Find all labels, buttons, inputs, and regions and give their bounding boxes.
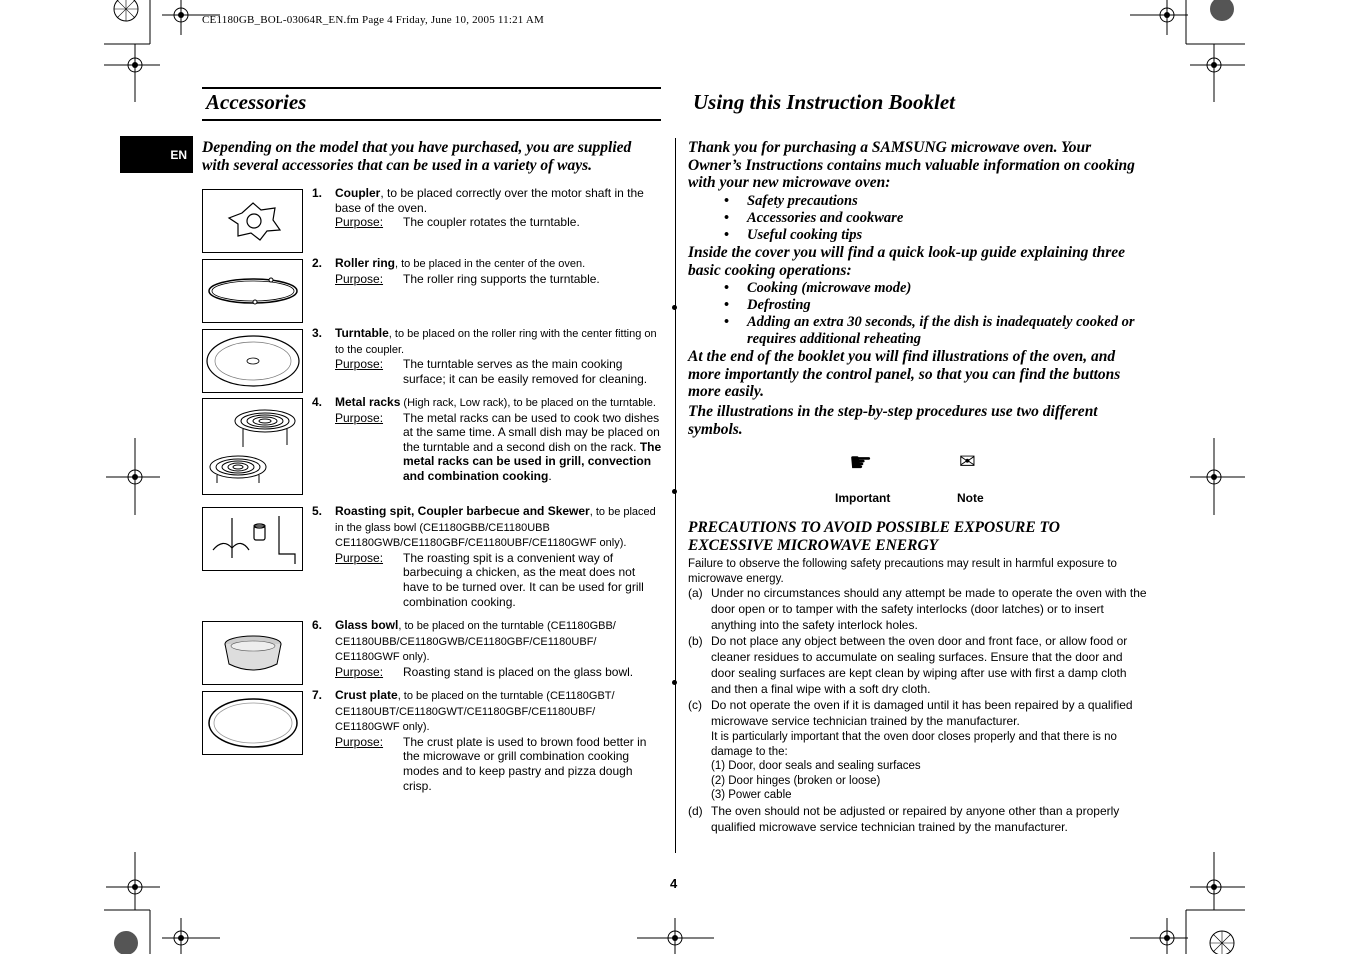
list-item: (1) Door, door seals and sealing surfaces [711,760,921,772]
important-label: Important [835,491,891,505]
precautions-intro: Failure to observe the following safety precautions may result in harmful exposure to microwave energy. [688,558,1117,585]
accessory-item: 7. Crust plate, to be placed on the turntable (CE1180GBT/ CE1180UBT/CE1180GWT/CE1180GBF/CE1180UBF/ CE1180GWF only). Purpose: The crust plate is used to brown food better in the microwave or grill combination cooking modes and to keep pastry and pizza dough crisp. [312,688,647,793]
coupler-image [202,189,303,253]
crust-plate-icon [203,692,302,754]
accessory-item: 3. Turntable, to be placed on the roller ring with the center fitting on to the coupler. Purpose: The turntable serves as the main cooking surface; it can be easily removed for cleaning. [312,326,657,386]
list-item: (3) Power cable [711,789,792,801]
list-item: • Useful cooking tips [724,227,863,243]
list-item: (d) The oven should not be adjusted or repaired by anyone other than a properly qualified microwave service technician trained by the manufacturer. [688,803,1120,834]
page-number: 4 [670,876,678,891]
binding-dot [672,680,677,685]
precautions-list [688,585,1148,835]
list-item: • Safety precautions [724,193,858,209]
title-rule-top [202,87,661,89]
list-item: • Defrosting [724,297,811,313]
accessories-intro: Depending on the model that you have purchased, you are supplied with several accessories that can be used in a variety of ways. [202,139,632,174]
crust-plate-image [202,691,303,755]
pointing-hand-icon: ☛ [849,447,873,477]
roasting-spit-image [202,507,303,571]
title-rule-bottom [202,119,661,121]
metal-racks-icon [203,399,302,494]
list-item: • Cooking (microwave mode) [724,280,912,296]
accessory-item: 2. Roller ring, to be placed in the center of the oven. Purpose: The roller ring supports the turntable. [312,256,600,286]
note-envelope-icon: ✉ [959,451,976,473]
coupler-icon [203,190,302,252]
symbols-paragraph: The illustrations in the step-by-step procedures use two different symbols. [688,403,1098,438]
list-item: • Accessories and cookware [724,210,904,226]
precautions-title: PRECAUTIONS TO AVOID POSSIBLE EXPOSURE TO EXCESSIVE MICROWAVE ENERGY [688,519,1060,554]
list-item: • Adding an extra 30 seconds, if the dish is inadequately cooked or requires additional reheating [724,314,1135,347]
intro-paragraph: Thank you for purchasing a SAMSUNG microwave oven. Your Owner’s Instructions contains much valuable information on cooking with your new microwave oven: [688,139,1135,191]
roller-ring-icon [203,260,302,322]
accessory-item: 5. Roasting spit, Coupler barbecue and Skewer, to be placed in the glass bowl (CE1180GBB/CE1180UBB CE1180GWB/CE1180GBF/CE1180UBF/CE1180GWF only). Purpose: The roasting spit is a convenient way of barbecuing a chicken, as the meat does not have to be turned over. It can be used for grill combination cooking. [312,504,656,609]
booklet-title: Using this Instruction Booklet [693,90,955,114]
binding-dot [672,305,677,310]
list-item: (c) Do not operate the oven if it is damaged until it has been repaired by a qualified microwave service technician trained by the manufacturer. [688,698,1133,728]
metal-racks-image [202,398,303,495]
end-of-booklet-paragraph: At the end of the booklet you will find illustrations of the oven, and more importantly the control panel, so that you can find the buttons more easily. [688,348,1121,400]
glass-bowl-image [202,621,303,685]
bullet-list-1 [724,193,1154,244]
accessory-item: 4. Metal racks (High rack, Low rack), to be placed on the turntable. Purpose: The metal racks can be used to cook two dishes at the same time. A small dish may be placed on the turntable and a second dish on the rack. The metal racks can be used in grill, convection and combination cooking. [312,395,662,483]
roller-ring-image [202,259,303,323]
file-header: CE1180GB_BOL-03064R_EN.fm Page 4 Friday, June 10, 2005 11:21 AM [202,14,544,26]
binding-dot [672,489,677,494]
language-tab: EN [120,136,193,173]
bullet-list-2 [724,280,1154,348]
column-divider [675,138,676,853]
note-label: Note [957,491,984,505]
list-item: (a) Under no circumstances should any attempt be made to operate the oven with the door open or to tamper with the safety interlocks (door latches) or to insert anything into the safety interlock holes. [688,586,1147,632]
precaution-c-note: It is particularly important that the oven door closes properly and that there is no damage to the: [711,731,1117,758]
glass-bowl-icon [203,622,302,684]
turntable-icon [203,330,302,392]
list-item: (b) Do not place any object between the oven door and front face, or allow food or cleaner residues to accumulate on sealing surfaces. Ensure that the door and door sealing surfaces are kept clean by wiping after use with first a damp cloth and then a final wipe with a soft dry cloth. [688,634,1128,696]
accessory-item: 1. Coupler, to be placed correctly over the motor shaft in the base of the oven. Purpose: The coupler rotates the turntable. [312,186,644,230]
cover-guide-paragraph: Inside the cover you will find a quick look-up guide explaining three basic cooking operations: [688,244,1126,279]
accessories-title: Accessories [206,90,307,114]
roasting-spit-icon [203,508,302,570]
accessory-item: 6. Glass bowl, to be placed on the turntable (CE1180GBB/ CE1180UBB/CE1180GWB/CE1180GBF/CE1180UBF/ CE1180GWF only). Purpose: Roasting stand is placed on the glass bowl. [312,618,634,679]
turntable-image [202,329,303,393]
list-item: (2) Door hinges (broken or loose) [711,774,881,787]
